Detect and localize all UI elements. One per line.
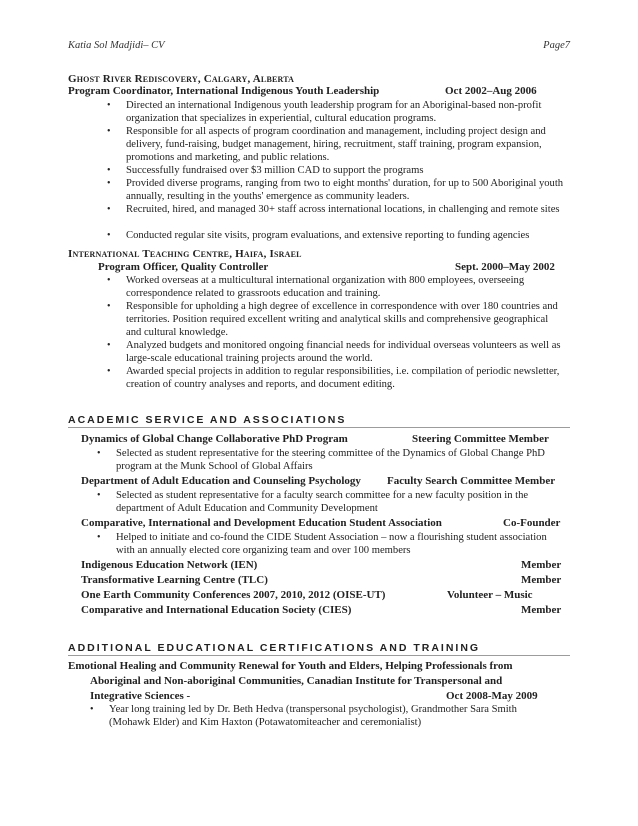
list-item: • Successfully fundraised over $3 million CAD to support the programs	[126, 164, 566, 177]
ghost-org: Ghost River Rediscovery, Calgary, Alberta	[68, 73, 295, 85]
list-item: • Responsible for all aspects of program coordination and management, including project design and delivery, fund-raising, budget management, hiring, recruitment, staff training, program expansion, promotions and marketing, and public relations.	[126, 125, 566, 164]
ghost-dates: Oct 2002–Aug 2006	[445, 85, 537, 97]
list-item: • Analyzed budgets and monitored ongoing financial needs for individual overseas volunteers as well as large-scale educational training projects around the world.	[126, 339, 566, 365]
list-item: • Year long training led by Dr. Beth Hedva (transpersonal psychologist), Grandmother Sara Smith (Mohawk Elder) and Kim Haxton (Potawatomiteacher and ceremonialist)	[109, 703, 559, 729]
list-item: • Responsible for upholding a high degree of excellence in correspondence with over 180 countries and territories. Position required excellent writing and analytical skills and comprehensive geographical and cultural knowledge.	[126, 300, 566, 339]
cert-line-1: Emotional Healing and Community Renewal for Youth and Elders, Helping Professionals from	[68, 660, 513, 672]
list-item: • Awarded special projects in addition to regular responsibilities, i.e. compilation of periodic newsletter, creation of country analyses and reports, and document editing.	[126, 365, 566, 391]
academic-item-role: Volunteer – Music	[447, 589, 533, 601]
academic-item-name: One Earth Community Conferences 2007, 2010, 2012 (OISE-UT)	[81, 589, 386, 601]
itc-dates: Sept. 2000–May 2002	[455, 261, 555, 273]
list-item: • Recruited, hired, and managed 30+ staff across international locations, in challenging and remote sites	[126, 203, 566, 216]
itc-title: Program Officer, Quality Controller	[98, 261, 269, 273]
itc-org: International Teaching Centre, Haifa, Israel	[68, 248, 302, 260]
header-page-number: Page7	[543, 40, 570, 51]
academic-item-name: Dynamics of Global Change Collaborative PhD Program	[81, 433, 348, 445]
list-item: • Worked overseas at a multicultural international organization with 800 employees, overseeing correspondence related to grassroots education and training.	[126, 274, 566, 300]
academic-item-name: Indigenous Education Network (IEN)	[81, 559, 258, 571]
academic-item-name: Department of Adult Education and Counseling Psychology	[81, 475, 361, 487]
certs-heading: ADDITIONAL EDUCATIONAL CERTIFICATIONS AND TRAINING	[68, 642, 481, 654]
cert-line-2: Aboriginal and Non-aboriginal Communities, Canadian Institute for Transpersonal and	[90, 675, 503, 687]
header-name: Katia Sol Madjidi– CV	[68, 40, 165, 51]
academic-heading: ACADEMIC SERVICE AND ASSOCIATIONS	[68, 414, 347, 426]
list-item: • Provided diverse programs, ranging from two to eight months' duration, for up to 500 Aboriginal youth annually, resulting in the youths' emergence as community leaders.	[126, 177, 566, 203]
academic-item-name: Comparative and International Education Society (CIES)	[81, 604, 352, 616]
academic-item-role: Member	[521, 559, 562, 571]
ghost-title: Program Coordinator, International Indigenous Youth Leadership	[68, 85, 380, 97]
list-item: • Directed an international Indigenous youth leadership program for an Aboriginal-based non-profit organization that specializes in experiential, cultural education programs.	[126, 99, 566, 125]
academic-item-name: Comparative, International and Development Education Student Association	[81, 517, 442, 529]
certs-rule	[68, 655, 570, 656]
academic-item-role: Member	[521, 574, 562, 586]
academic-item-role: Co-Founder	[503, 517, 561, 529]
academic-item-role: Faculty Search Committee Member	[387, 475, 556, 487]
cert-line-3: Integrative Sciences -	[90, 690, 191, 702]
list-item: • Selected as student representative for the steering committee of the Dynamics of Global Change PhD program at the Munk School of Global Affairs	[116, 447, 564, 473]
list-item: • Selected as student representative for a faculty search committee for a new faculty position in the department of Adult Education and Community Development	[116, 489, 564, 515]
academic-item-role: Member	[521, 604, 562, 616]
academic-rule	[68, 427, 570, 428]
cert-dates: Oct 2008-May 2009	[446, 690, 538, 702]
academic-item-name: Transformative Learning Centre (TLC)	[81, 574, 268, 586]
list-item: • Helped to initiate and co-found the CIDE Student Association – now a flourishing student association with an annually elected core organizing team and over 100 members	[116, 531, 564, 557]
list-item: • Conducted regular site visits, program evaluations, and extensive reporting to funding agencies	[126, 229, 574, 242]
academic-item-role: Steering Committee Member	[412, 433, 549, 445]
